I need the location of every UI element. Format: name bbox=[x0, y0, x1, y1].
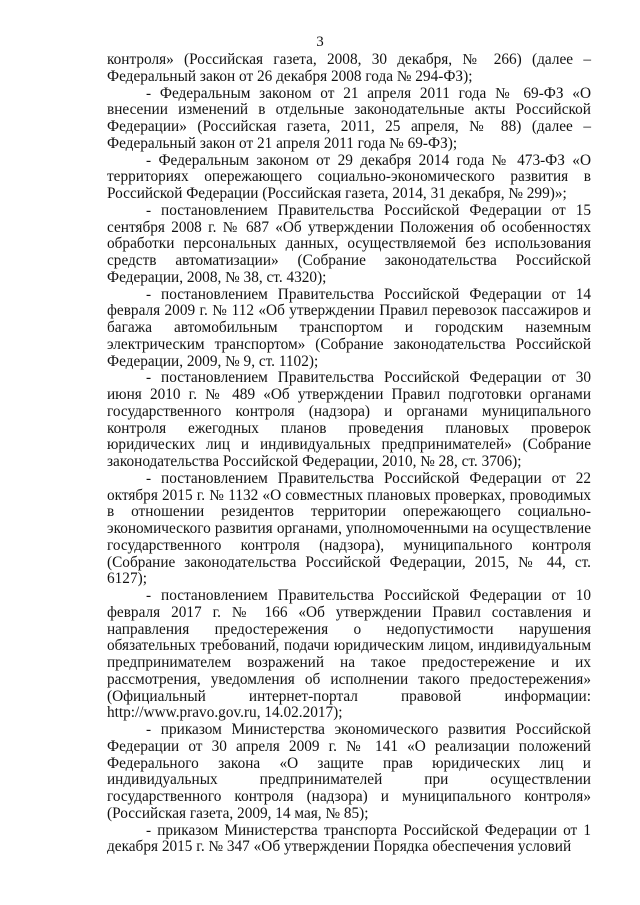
paragraph-4: - постановлением Правительства Российской Федерации от 15 сентября 2008 г. № 687 «Об утверждении Положения об особенностях обработки персональных данных, осуществляемой без использования средств автоматизации» (Собрание законодательства Российской Федерации, 2008, № 38, ст. 4320); bbox=[107, 201, 591, 286]
paragraph-10: - приказом Министерства транспорта Российской Федерации от 1 декабря 2015 г. № 347 «Об утверждении Порядка обеспечения условий bbox=[107, 821, 591, 856]
paragraph-1: контроля» (Российская газета, 2008, 30 декабря, № 266) (далее – Федеральный закон от 26 декабря 2008 года № 294-ФЗ); bbox=[107, 51, 591, 85]
document-body bbox=[107, 52, 591, 856]
paragraph-3: - Федеральным законом от 29 декабря 2014 года № 473-ФЗ «О территориях опережающего социально-экономического развития в Российской Федерации (Российская газета, 2014, 31 декабря, № 299)»; bbox=[107, 151, 591, 202]
paragraph-6: - постановлением Правительства Российской Федерации от 30 июня 2010 г. № 489 «Об утверждении Правил подготовки органами государственного контроля (надзора) и органами муниципального контроля ежегодных планов проведения плановых проверок юридических лиц и индивидуальных предпринимателей» (Собрание законодательства Российской Федерации, 2010, № 28, ст. 3706); bbox=[107, 369, 591, 470]
paragraph-5: - постановлением Правительства Российской Федерации от 14 февраля 2009 г. № 112 «Об утверждении Правил перевозок пассажиров и багажа автомобильным транспортом и городским наземным электрическим транспортом» (Собрание законодательства Российской Федерации, 2009, № 9, ст. 1102); bbox=[107, 285, 591, 370]
page-number: 3 bbox=[316, 34, 324, 50]
paragraph-9: - приказом Министерства экономического развития Российской Федерации от 30 апреля 2009 г. № 141 «О реализации положений Федерального закона «О защите прав юридических лиц и индивидуальных предпринимателей при осуществлении государственного контроля (надзора) и муниципального контроля» (Российская газета, 2009, 14 мая, № 85); bbox=[107, 721, 591, 822]
paragraph-8: - постановлением Правительства Российской Федерации от 10 февраля 2017 г. № 166 «Об утверждении Правил составления и направления предостережения о недопустимости нарушения обязательных требований, подачи юридическим лицом, индивидуальным предпринимателем возражений на такое предостережение и их рассмотрения, уведомления об исполнении такого предостережения» (Официальный интернет-портал правовой информации: http://www.pravo.gov.ru, 14.02.2017); bbox=[107, 587, 591, 722]
paragraph-2: - Федеральным законом от 21 апреля 2011 года № 69-ФЗ «О внесении изменений в отдельные законодательные акты Российской Федерации» (Российская газета, 2011, 25 апреля, № 88) (далее – Федеральный закон от 21 апреля 2011 года № 69-ФЗ); bbox=[107, 84, 591, 152]
paragraph-7: - постановлением Правительства Российской Федерации от 22 октября 2015 г. № 1132 «О совместных плановых проверках, проводимых в отношении резидентов территории опережающего социально-экономического развития органами, уполномоченными на осуществление государственного контроля (надзора), муниципального контроля (Собрание законодательства Российской Федерации, 2015, № 44, ст. 6127); bbox=[107, 469, 591, 588]
